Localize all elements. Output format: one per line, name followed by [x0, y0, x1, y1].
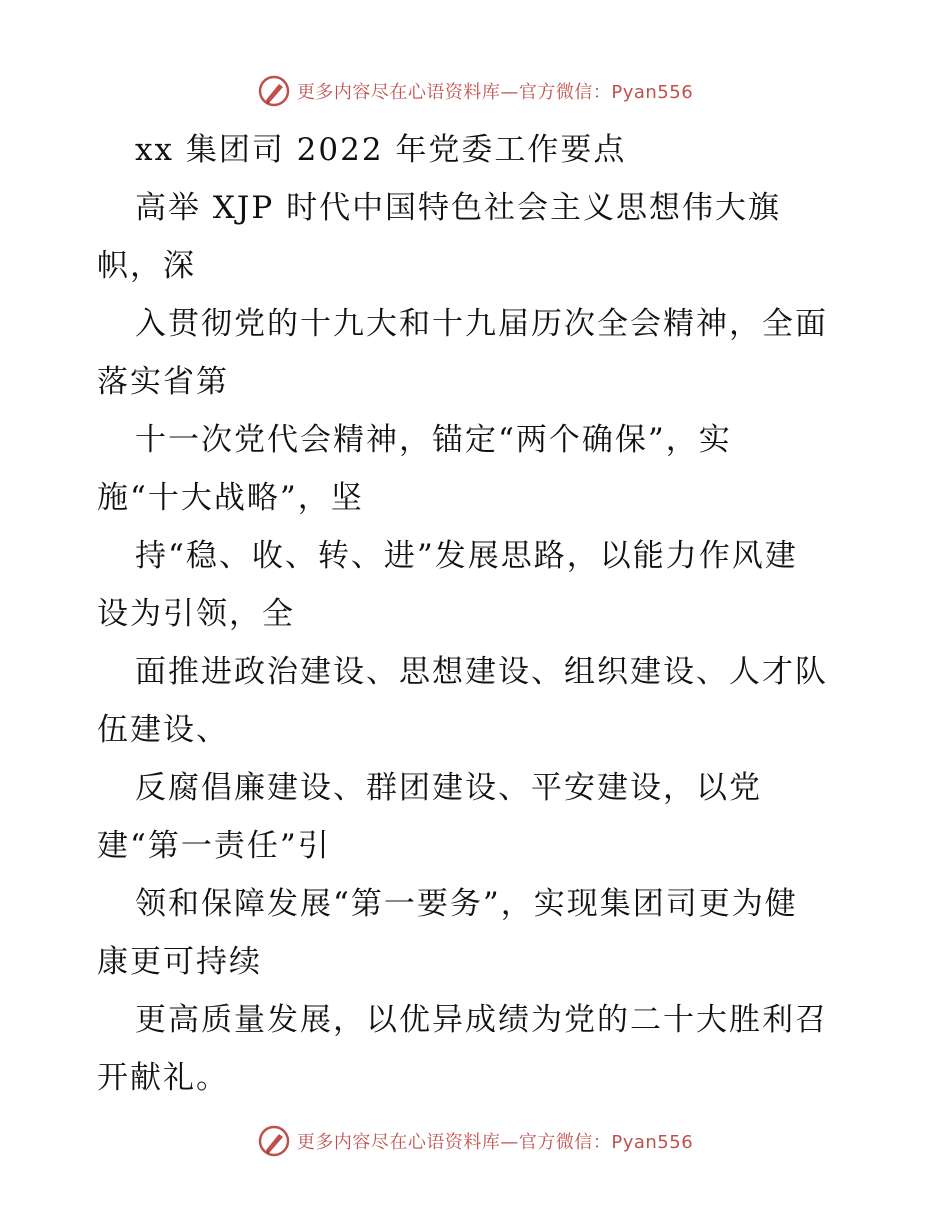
- pen-logo-icon: [257, 74, 291, 108]
- watermark-text: 更多内容尽在心语资料库—官方微信：Pyan556: [296, 1132, 694, 1153]
- document-title: xx 集团司 2022 年党委工作要点: [135, 132, 627, 168]
- paragraph-line: 领和保障发展“第一要务”，实现集团司更为健: [135, 886, 798, 922]
- paragraph-line: 高举 XJP 时代中国特色社会主义思想伟大旗: [135, 190, 782, 226]
- header-watermark: [0, 71, 950, 111]
- paragraph-line: 入贯彻党的十九大和十九届历次全会精神，全面: [135, 306, 828, 342]
- paragraph-line: 十一次党代会精神，锚定“两个确保”，实: [135, 422, 732, 458]
- paragraph-line: 设为引领，全: [97, 596, 295, 632]
- paragraph-line: 落实省第: [97, 364, 229, 400]
- paragraph-line: 伍建设、: [97, 712, 229, 748]
- paragraph-line: 建“第一责任”引: [97, 828, 331, 864]
- paragraph-line: 开献礼。: [97, 1060, 229, 1096]
- pen-logo-icon: [257, 1124, 291, 1158]
- paragraph-line: 面推进政治建设、思想建设、组织建设、人才队: [135, 654, 828, 690]
- footer-watermark: [0, 1121, 950, 1161]
- paragraph-line: 反腐倡廉建设、群团建设、平安建设，以党: [135, 770, 762, 806]
- watermark-text: 更多内容尽在心语资料库—官方微信：Pyan556: [296, 82, 694, 103]
- paragraph-line: 帜，深: [97, 248, 196, 284]
- paragraph-line: 持“稳、收、转、进”发展思路，以能力作风建: [135, 538, 798, 574]
- paragraph-line: 康更可持续: [97, 944, 262, 980]
- paragraph-line: 施“十大战略”，坚: [97, 480, 364, 516]
- paragraph-line: 更高质量发展，以优异成绩为党的二十大胜利召: [135, 1002, 828, 1038]
